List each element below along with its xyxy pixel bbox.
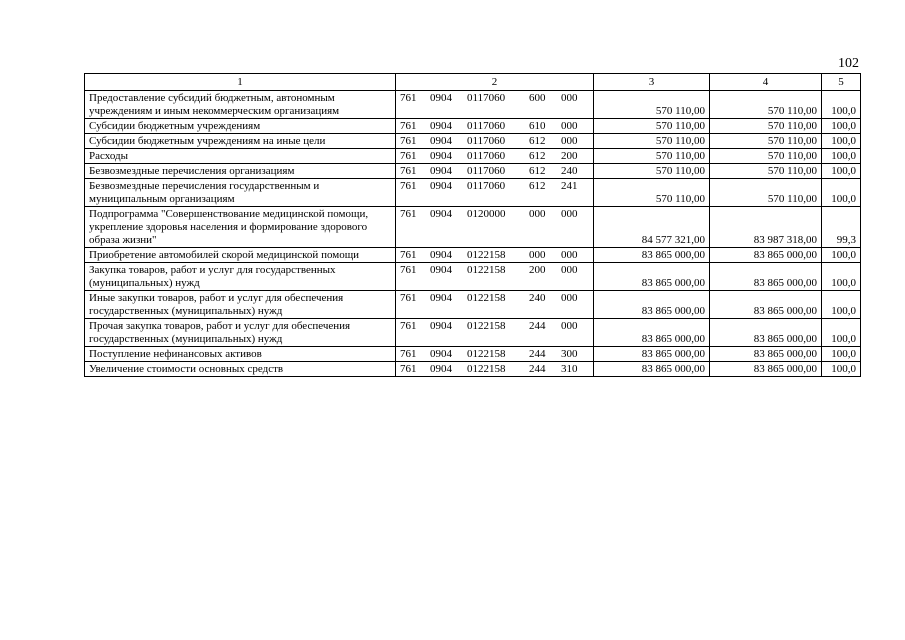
row-code: 0904 [430, 120, 452, 132]
row-plan-amount: 570 110,00 [594, 164, 710, 179]
row-percent: 99,3 [822, 207, 861, 248]
row-name: Прочая закупка товаров, работ и услуг для обеспечения государственных (муниципальных) нужд [85, 319, 396, 347]
row-code: 244 [529, 348, 546, 360]
row-codes [396, 179, 594, 207]
row-name: Предоставление субсидий бюджетным, автономным учреждениям и иным некоммерческим организациям [85, 91, 396, 119]
row-code: 000 [561, 92, 578, 104]
row-percent: 100,0 [822, 291, 861, 319]
row-code: 000 [561, 249, 578, 261]
row-plan-amount: 83 865 000,00 [594, 362, 710, 377]
row-plan-amount: 570 110,00 [594, 179, 710, 207]
row-code: 000 [529, 249, 546, 261]
row-name: Приобретение автомобилей скорой медицинской помощи [85, 248, 396, 263]
row-fact-amount: 83 865 000,00 [710, 347, 822, 362]
row-code: 0904 [430, 180, 452, 192]
row-code: 310 [561, 363, 578, 375]
header-col-3: 3 [594, 74, 710, 91]
budget-table [84, 73, 861, 377]
row-code: 761 [400, 264, 417, 276]
row-name: Субсидии бюджетным учреждениям на иные цели [85, 134, 396, 149]
row-name: Закупка товаров, работ и услуг для государственных (муниципальных) нужд [85, 263, 396, 291]
row-code: 000 [561, 135, 578, 147]
row-code: 0904 [430, 264, 452, 276]
row-code: 0122158 [467, 363, 506, 375]
row-code: 0117060 [467, 180, 506, 192]
row-fact-amount: 570 110,00 [710, 179, 822, 207]
row-codes [396, 207, 594, 248]
row-plan-amount: 83 865 000,00 [594, 319, 710, 347]
row-plan-amount: 570 110,00 [594, 119, 710, 134]
row-percent: 100,0 [822, 134, 861, 149]
row-plan-amount: 84 577 321,00 [594, 207, 710, 248]
row-code: 761 [400, 292, 417, 304]
row-code: 0120000 [467, 208, 506, 220]
row-code: 0117060 [467, 165, 506, 177]
row-fact-amount: 83 865 000,00 [710, 362, 822, 377]
row-fact-amount: 83 865 000,00 [710, 291, 822, 319]
row-fact-amount: 570 110,00 [710, 149, 822, 164]
row-fact-amount: 570 110,00 [710, 119, 822, 134]
table-row [85, 119, 861, 134]
row-fact-amount: 83 987 318,00 [710, 207, 822, 248]
row-code: 000 [561, 320, 578, 332]
table-row [85, 291, 861, 319]
row-code: 761 [400, 180, 417, 192]
row-code: 0904 [430, 363, 452, 375]
row-percent: 100,0 [822, 362, 861, 377]
row-name: Субсидии бюджетным учреждениям [85, 119, 396, 134]
row-code: 0904 [430, 249, 452, 261]
row-codes [396, 119, 594, 134]
table-body [85, 74, 861, 377]
row-code: 761 [400, 249, 417, 261]
row-fact-amount: 570 110,00 [710, 164, 822, 179]
row-code: 0904 [430, 348, 452, 360]
row-name: Подпрограмма "Совершенствование медицинской помощи, укрепление здоровья населения и формирование здорового образа жизни" [85, 207, 396, 248]
row-percent: 100,0 [822, 91, 861, 119]
row-code: 0904 [430, 208, 452, 220]
row-code: 0117060 [467, 135, 506, 147]
row-code: 240 [561, 165, 578, 177]
row-code: 0122158 [467, 320, 506, 332]
row-name: Безвозмездные перечисления государственным и муниципальным организациям [85, 179, 396, 207]
row-codes [396, 362, 594, 377]
row-code: 761 [400, 320, 417, 332]
table-row [85, 91, 861, 119]
row-code: 241 [561, 180, 578, 192]
row-plan-amount: 83 865 000,00 [594, 291, 710, 319]
table-row [85, 347, 861, 362]
row-fact-amount: 83 865 000,00 [710, 319, 822, 347]
row-code: 0904 [430, 292, 452, 304]
row-plan-amount: 83 865 000,00 [594, 263, 710, 291]
header-col-5: 5 [822, 74, 861, 91]
row-plan-amount: 570 110,00 [594, 134, 710, 149]
row-percent: 100,0 [822, 248, 861, 263]
row-fact-amount: 570 110,00 [710, 91, 822, 119]
row-code: 761 [400, 120, 417, 132]
row-code: 0904 [430, 135, 452, 147]
row-code: 000 [561, 292, 578, 304]
row-code: 0122158 [467, 264, 506, 276]
row-code: 0117060 [467, 150, 506, 162]
row-codes [396, 248, 594, 263]
row-codes [396, 91, 594, 119]
row-code: 761 [400, 348, 417, 360]
row-code: 0904 [430, 92, 452, 104]
row-code: 612 [529, 180, 546, 192]
table-row [85, 164, 861, 179]
row-fact-amount: 570 110,00 [710, 134, 822, 149]
row-code: 244 [529, 363, 546, 375]
row-fact-amount: 83 865 000,00 [710, 263, 822, 291]
row-code: 0117060 [467, 92, 506, 104]
row-code: 761 [400, 165, 417, 177]
row-code: 612 [529, 135, 546, 147]
header-col-4: 4 [710, 74, 822, 91]
row-percent: 100,0 [822, 263, 861, 291]
row-code: 0122158 [467, 292, 506, 304]
row-codes [396, 263, 594, 291]
row-plan-amount: 570 110,00 [594, 149, 710, 164]
table-row [85, 319, 861, 347]
row-percent: 100,0 [822, 179, 861, 207]
table-row [85, 248, 861, 263]
row-name: Расходы [85, 149, 396, 164]
row-code: 240 [529, 292, 546, 304]
row-fact-amount: 83 865 000,00 [710, 248, 822, 263]
row-code: 000 [561, 208, 578, 220]
row-code: 000 [561, 120, 578, 132]
header-row [85, 74, 861, 91]
row-codes [396, 291, 594, 319]
table-row [85, 362, 861, 377]
row-codes [396, 134, 594, 149]
table-row [85, 134, 861, 149]
row-percent: 100,0 [822, 149, 861, 164]
table-row [85, 207, 861, 248]
row-code: 0117060 [467, 120, 506, 132]
header-col-1: 1 [85, 74, 396, 91]
row-codes [396, 319, 594, 347]
row-code: 0122158 [467, 348, 506, 360]
row-code: 0904 [430, 320, 452, 332]
row-code: 0904 [430, 165, 452, 177]
row-percent: 100,0 [822, 347, 861, 362]
row-code: 612 [529, 165, 546, 177]
row-code: 761 [400, 208, 417, 220]
row-name: Поступление нефинансовых активов [85, 347, 396, 362]
table-row [85, 263, 861, 291]
row-codes [396, 149, 594, 164]
row-plan-amount: 83 865 000,00 [594, 248, 710, 263]
row-code: 610 [529, 120, 546, 132]
header-col-2: 2 [396, 74, 594, 91]
row-code: 300 [561, 348, 578, 360]
row-code: 761 [400, 92, 417, 104]
row-percent: 100,0 [822, 119, 861, 134]
row-name: Увеличение стоимости основных средств [85, 362, 396, 377]
row-code: 612 [529, 150, 546, 162]
row-percent: 100,0 [822, 319, 861, 347]
row-codes [396, 347, 594, 362]
row-code: 761 [400, 135, 417, 147]
row-code: 0904 [430, 150, 452, 162]
table-row [85, 179, 861, 207]
row-code: 761 [400, 150, 417, 162]
row-code: 200 [561, 150, 578, 162]
row-code: 000 [529, 208, 546, 220]
table-row [85, 149, 861, 164]
row-code: 244 [529, 320, 546, 332]
row-code: 200 [529, 264, 546, 276]
row-plan-amount: 83 865 000,00 [594, 347, 710, 362]
row-codes [396, 164, 594, 179]
row-code: 600 [529, 92, 546, 104]
row-code: 0122158 [467, 249, 506, 261]
row-plan-amount: 570 110,00 [594, 91, 710, 119]
row-code: 761 [400, 363, 417, 375]
row-name: Безвозмездные перечисления организациям [85, 164, 396, 179]
page-number: 102 [838, 56, 859, 71]
row-code: 000 [561, 264, 578, 276]
row-name: Иные закупки товаров, работ и услуг для обеспечения государственных (муниципальных) нужд [85, 291, 396, 319]
row-percent: 100,0 [822, 164, 861, 179]
